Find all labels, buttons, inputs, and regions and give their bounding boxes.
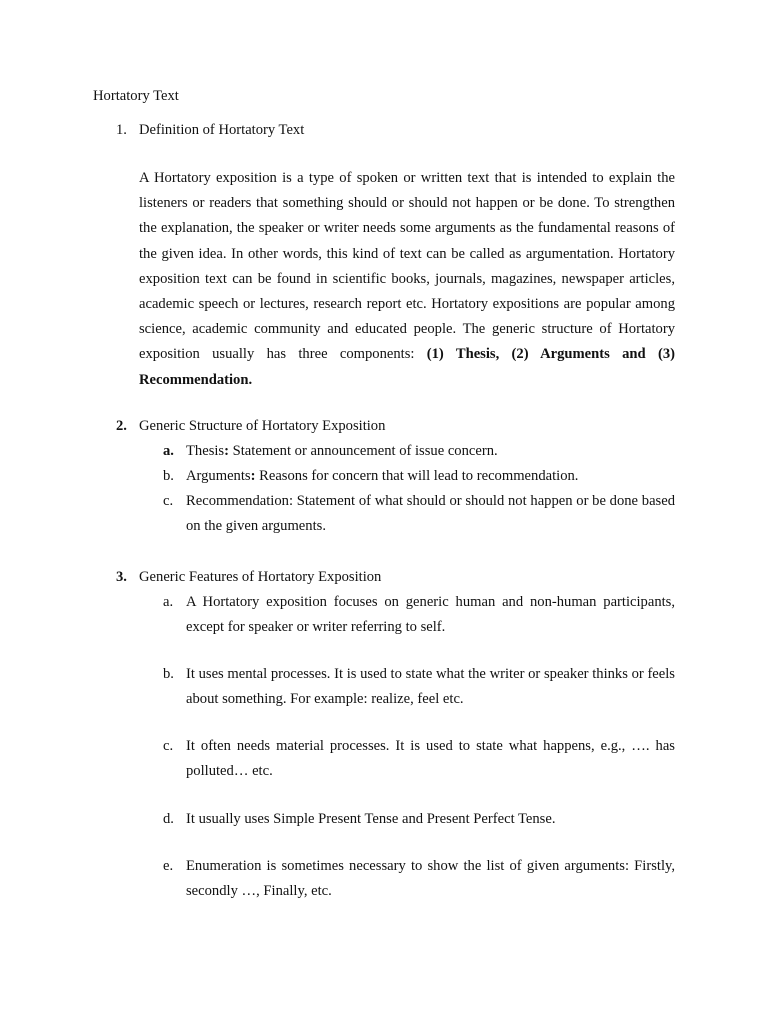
item-letter: b. <box>163 666 174 682</box>
item-letter: b. <box>163 468 174 484</box>
list-item <box>163 489 675 539</box>
definition-paragraph <box>139 166 675 393</box>
item-colon: : <box>224 443 229 459</box>
section-1-heading <box>116 118 676 143</box>
item-text: Recommendation: Statement of what should or should not happen or be done based on the given arguments. <box>186 493 675 535</box>
item-text: Statement or announcement of issue concern. <box>228 443 498 459</box>
item-text: A Hortatory exposition focuses on generic human and non-human participants, except for speaker or writer referring to self. <box>186 594 675 636</box>
list-item <box>163 590 675 640</box>
item-text: It often needs material processes. It is used to state what happens, e.g., …. has polluted… etc. <box>186 738 675 780</box>
section-3-heading <box>116 565 676 590</box>
paragraph-text: A Hortatory exposition is a type of spoken or written text that is intended to explain the listeners or readers that something should or should not happen or be done. To strengthen the explanation, the speaker or writer needs some arguments as the fundamental reasons of the given idea. In other words, this kind of text can be called as argumentation. Hortatory exposition text can be found in scientific books, journals, magazines, newspaper articles, academic speech or lectures, research report etc. Hortatory expositions are popular among science, academic community and educated people. The generic structure of Hortatory exposition usually has three components: <box>139 170 675 363</box>
section-number: 3. <box>116 569 127 585</box>
item-letter: d. <box>163 811 174 827</box>
section-title: Generic Features of Hortatory Exposition <box>139 569 382 585</box>
item-term: Thesis <box>186 443 225 459</box>
list-item <box>163 662 675 712</box>
item-letter: e. <box>163 858 174 874</box>
section-number: 2. <box>116 418 127 434</box>
item-letter: c. <box>163 493 174 509</box>
section-2-heading <box>116 414 676 439</box>
section-title: Definition of Hortatory Text <box>139 122 305 138</box>
item-text: Reasons for concern that will lead to recommendation. <box>255 468 579 484</box>
document-title: Hortatory Text <box>93 88 179 104</box>
item-term: Arguments <box>186 468 251 484</box>
section-number: 1. <box>116 122 127 138</box>
item-text: Enumeration is sometimes necessary to show the list of given arguments: Firstly, secondly …, Finally, etc. <box>186 858 675 900</box>
section-title: Generic Structure of Hortatory Exposition <box>139 418 386 434</box>
list-item <box>163 734 675 784</box>
paragraph-components: (1) Thesis, (2) Arguments and (3) Recommendation. <box>139 346 675 388</box>
item-letter: a. <box>163 594 174 610</box>
list-item <box>163 464 675 489</box>
list-item <box>163 807 675 832</box>
item-text: It uses mental processes. It is used to state what the writer or speaker thinks or feels about something. For example: realize, feel etc. <box>186 666 675 708</box>
list-item <box>163 439 675 464</box>
item-colon: : <box>250 468 256 484</box>
list-item <box>163 854 675 904</box>
item-text: It usually uses Simple Present Tense and Present Perfect Tense. <box>186 811 556 827</box>
item-letter: c. <box>163 738 174 754</box>
item-letter: a. <box>163 443 174 459</box>
